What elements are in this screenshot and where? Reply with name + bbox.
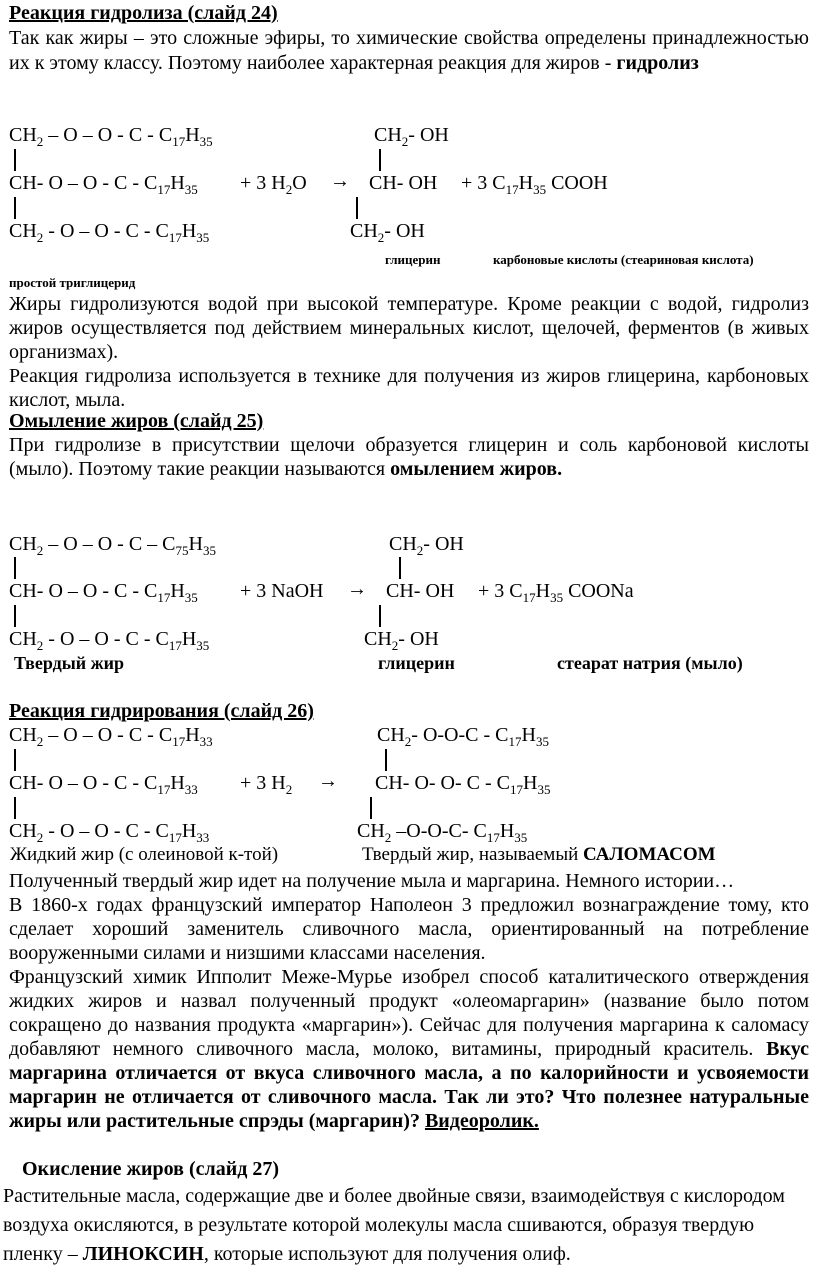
reagent-hydrogen: + 3 $H_2$	[240, 772, 293, 797]
label-solid-fat: Твердый жир	[14, 653, 125, 673]
bond-line	[14, 197, 16, 219]
glycerin-line-2: CH- OH	[386, 580, 455, 602]
product-stearic-acid: + 3 $C_{17}H_{35}$ COOH	[461, 172, 608, 197]
label-solid-fat-called: Твердый жир, называемый САЛОМАСОМ	[362, 844, 716, 865]
bond-line	[14, 149, 16, 171]
glycerin-line-2: CH- OH	[369, 172, 438, 194]
glycerin-line-1: $CH_2-$ OH	[374, 124, 449, 149]
triglyceride-line-3: $CH_2$ - O – O - C - $C_{17}H_{33}$	[9, 820, 210, 845]
triglyceride-line-1: $CH_2$ – O – O - C - $C_{17}H_{35}$	[9, 124, 213, 149]
hydrolysis-intro	[9, 26, 809, 76]
triglyceride-line-1: $CH_2$ – O – O - C – $C_{75}H_{35}$	[9, 533, 216, 558]
hydrogenation-para-1: Полученный твердый жир идет на получение мыла и маргарина. Немного истории…	[9, 870, 735, 892]
salomas-term: САЛОМАСОМ	[583, 844, 716, 865]
triglyceride-line-3: $CH_2$ - O – O - C - $C_{17}H_{35}$	[9, 628, 210, 653]
hydrolysis-intro-text: Так как жиры – это сложные эфиры, то химические свойства определены принадлежностью их к этому классу. Поэтому наиболее характерная реакция для жиров -	[9, 27, 809, 74]
hydrolysis-para-1: Жиры гидролизуются водой при высокой температуре. Кроме реакции с водой, гидролиз жиров осуществляется под действием минеральных кислот, щелочей, ферментов (в живых организмах).	[9, 293, 809, 363]
bond-line	[14, 797, 16, 819]
oxidation-heading: Окисление жиров (слайд 27)	[22, 1158, 280, 1180]
saponification-bold: омылением жиров.	[390, 458, 563, 480]
bond-line	[370, 797, 372, 819]
linoxin-term: ЛИНОКСИН	[82, 1243, 204, 1265]
salomas-line-1: $CH_2-$ $O-O-C - C_{17}H_{35}$	[377, 724, 549, 749]
bond-line	[399, 557, 401, 579]
label-sodium-stearate: стеарат натрия (мыло)	[557, 653, 743, 673]
triglyceride-line-2: CH- O – O - C - $C_{17}H_{33}$	[9, 772, 198, 797]
bond-line	[385, 749, 387, 771]
glycerin-line-3: $CH_2-$ OH	[350, 220, 425, 245]
bond-line	[379, 605, 381, 627]
hydrogenation-para-3: Французский химик Ипполит Меже-Мурье изобрел способ каталитического отверждения жидких жиров и назвал полученный продукт «олеомаргарин» (название было потом сокращено до названия продукта «маргарин»). Сейчас для получения маргарина к саломасу добавляют немного сливочного масла, молоко, витамины, природный краситель. Вкус маргарина отличается от вкуса сливочного масла, а по калорийности и усвояемости маргарин не отличается от сливочного масла. Так ли это? Что полезнее натуральные жиры или растительные спрэды (маргарин)? Видеоролик.	[9, 966, 809, 1132]
label-glycerin: глицерин	[378, 653, 455, 673]
reagent-naoh: + 3 NaOH	[240, 580, 324, 602]
bond-line	[14, 557, 16, 579]
bond-line	[379, 149, 381, 171]
video-link[interactable]: Видеоролик.	[424, 1110, 539, 1132]
label-glycerin: глицерин	[385, 252, 441, 267]
hydrolysis-heading: Реакция гидролиза (слайд 24)	[9, 2, 278, 24]
hydrogenation-para-2: В 1860-х годах французский император Наполеон 3 предложил вознаграждение тому, кто сделает хороший заменитель сливочного масла, ориентированный на потребление вооруженными силами и низшими классами населения.	[9, 894, 809, 964]
glycerin-line-1: $CH_2-$ OH	[389, 533, 464, 558]
bond-line	[356, 197, 358, 219]
triglyceride-line-2: CH- O – O - C - $C_{17}H_{35}$	[9, 172, 198, 197]
product-sodium-stearate: + 3 $C_{17}H_{35}$ COONa	[478, 580, 634, 605]
label-liquid-fat: Жидкий жир (с олеиновой к-той)	[10, 844, 279, 865]
label-triglyceride: простой триглицерид	[9, 275, 136, 290]
hydrogenation-heading: Реакция гидрирования (слайд 26)	[9, 700, 314, 722]
label-carboxylic-acids: карбоновые кислоты (стеариновая кислота)	[493, 252, 754, 267]
bond-line	[14, 749, 16, 771]
triglyceride-line-3: $CH_2$ - O – O - C - $C_{17}H_{35}$	[9, 220, 210, 245]
salomas-line-2: CH- O- O- C - $C_{17}H_{35}$	[375, 772, 551, 797]
reaction-arrow: →	[330, 170, 350, 192]
bond-line	[14, 605, 16, 627]
saponification-heading: Омыление жиров (слайд 25)	[9, 410, 264, 432]
glycerin-line-3: $CH_2-$ OH	[364, 628, 439, 653]
saponification-text: При гидролизе в присутствии щелочи образуется глицерин и соль карбоновой кислоты (мыло). Поэтому такие реакции называются омылением жиров.	[9, 434, 809, 480]
reagent-water: + 3 $H_2O$	[240, 172, 307, 197]
hydrolysis-para-2: Реакция гидролиза используется в технике для получения из жиров глицерина, карбоновых кислот, мыла.	[9, 365, 809, 411]
oxidation-text: Растительные масла, содержащие две и более двойные связи, взаимодействуя с кислородом воздуха окисляются, в результате которой молекулы масла сшиваются, образуя твердую пленку – ЛИНОКСИН, которые используют для получения олиф.	[3, 1185, 785, 1265]
margarine-question: Вкус маргарина отличается от вкуса сливочного масла, а по калорийности и усвояемости маргарин не отличается от сливочного масла. Так ли это? Что полезнее натуральные жиры или растительные спрэды (маргарин)?	[9, 1038, 809, 1132]
triglyceride-line-1: $CH_2$ – O – O - C - $C_{17}H_{33}$	[9, 724, 213, 749]
reaction-arrow: →	[347, 578, 367, 600]
hydrolysis-intro-bold: гидролиз	[616, 52, 699, 74]
triglyceride-line-2: CH- O – O - C - $C_{17}H_{35}$	[9, 580, 198, 605]
salomas-line-3: $CH_2$ –O-O-C- $C_{17}H_{35}$	[357, 820, 528, 845]
reaction-arrow: →	[318, 770, 338, 792]
